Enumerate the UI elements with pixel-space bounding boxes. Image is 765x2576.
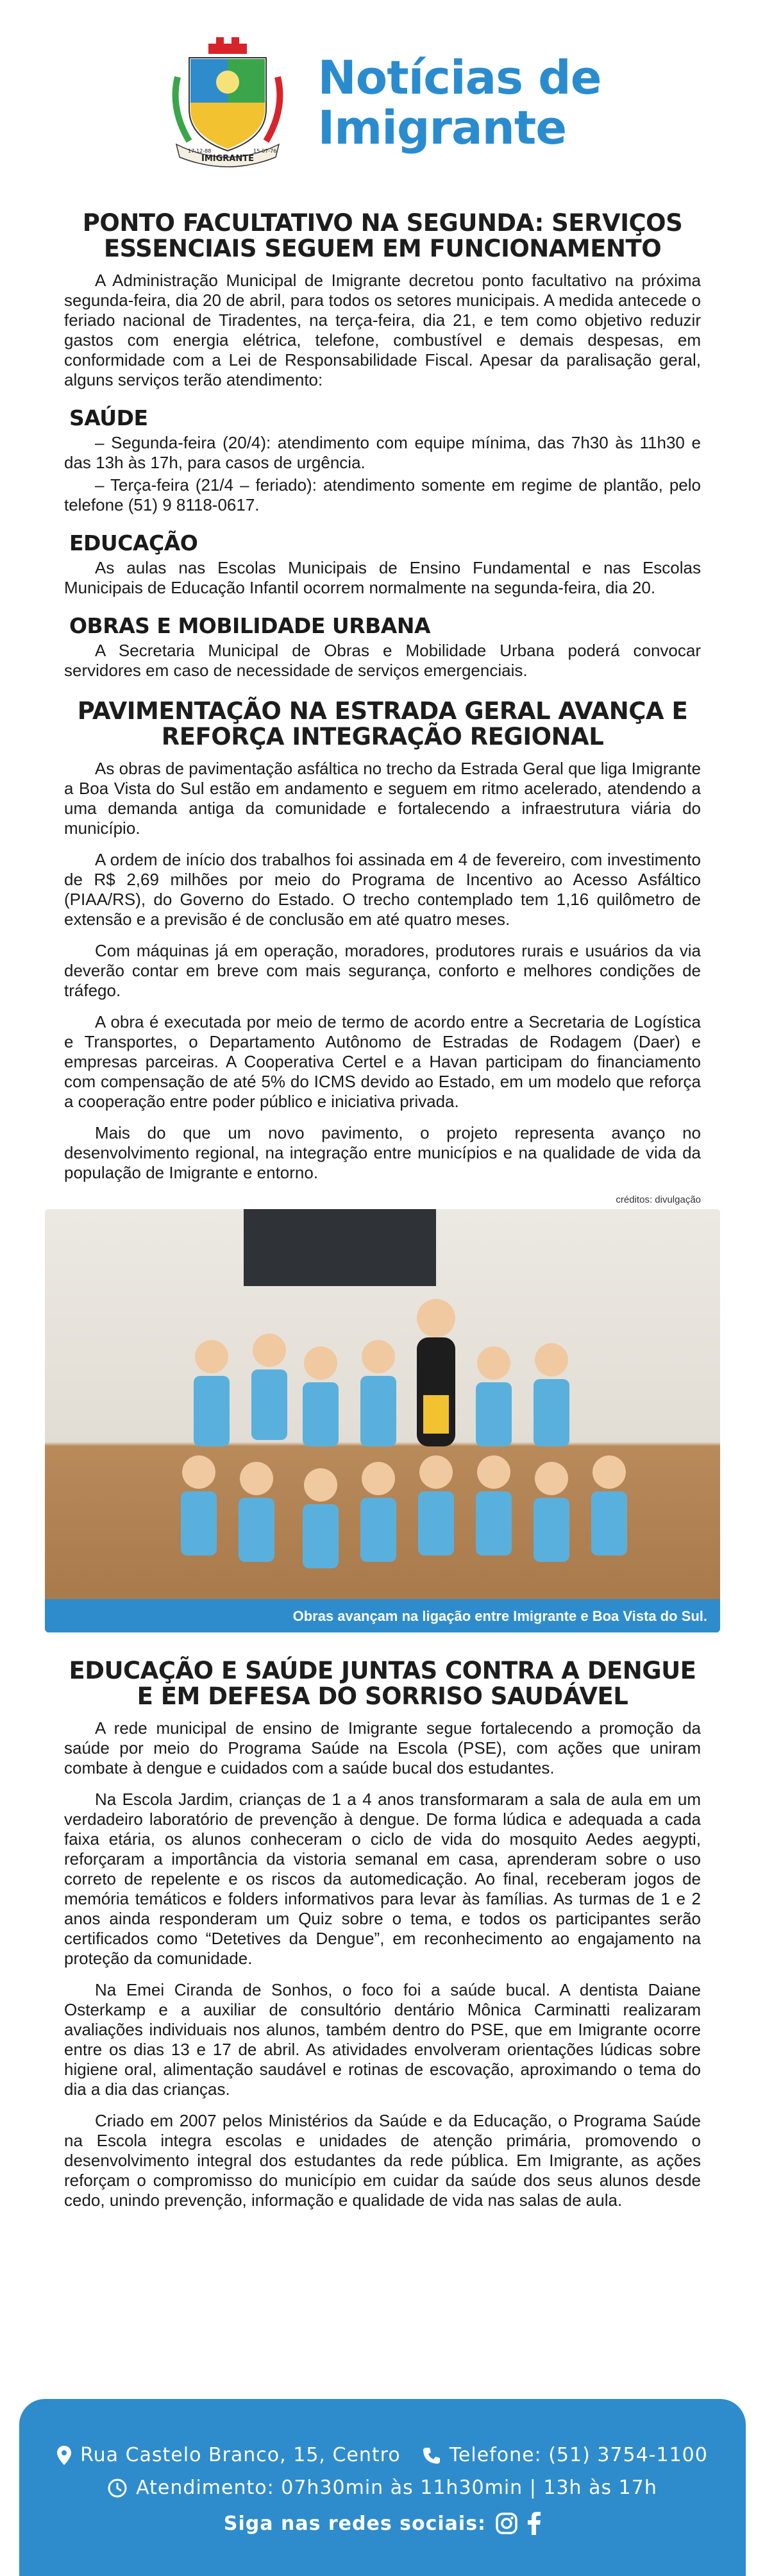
facebook-icon[interactable] xyxy=(527,2512,541,2535)
footer-hours-row xyxy=(19,2477,746,2499)
newsletter-page xyxy=(19,0,746,2576)
article1-intro: A Administração Municipal de Imigrante decretou ponto facultativo na próxima segunda-feira, dia 20 de abril, para todos os setores municipais. A medida antecede o feriado nacional de Tiradentes, na terça-feira, dia 21, e tem como objetivo reduzir gastos com energia elétrica, telefone, combustível e demais despesas, em conformidade com a Lei de Responsabilidade Fiscal. Apesar da paralisação geral, alguns serviços terão atendimento: xyxy=(64,271,701,389)
instagram-icon[interactable] xyxy=(495,2512,518,2535)
saude-item-2: – Terça-feira (21/4 – feriado): atendimento somente em regime de plantão, pelo telefone (51) 9 8118-0617. xyxy=(64,475,701,514)
article2-paragraph: As obras de pavimentação asfáltica no trecho da Estrada Geral que liga Imigrante a Boa Vista do Sul estão em andamento e seguem em ritmo acelerado, atendendo a uma demanda antiga da comunidade e fortalecendo a infraestrutura viária do município. xyxy=(64,759,701,838)
footer-address: Rua Castelo Branco, 15, Centro xyxy=(80,2444,401,2466)
saude-heading: SAÚDE xyxy=(69,405,148,430)
article3-paragraph: A rede municipal de ensino de Imigrante segue fortalecendo a promoção da saúde por meio do Programa Saúde na Escola (PSE), com ações que uniram combate à dengue e cuidados com a saúde bucal dos estudantes. xyxy=(64,1718,701,1777)
phone-icon xyxy=(423,2446,441,2464)
children-group-illustration xyxy=(135,1280,686,1613)
obras-text: A Secretaria Municipal de Obras e Mobilidade Urbana poderá convocar servidores em caso de necessidade de serviços emergenciais. xyxy=(64,641,701,680)
article3-title: EDUCAÇÃO E SAÚDE JUNTAS CONTRA A DENGUE E EM DEFESA DO SORRISO SAUDÁVEL xyxy=(69,1657,696,1710)
article3-paragraph: Na Emei Ciranda de Sonhos, o foco foi a saúde bucal. A dentista Daiane Osterkamp e a auxiliar de consultório dentário Mônica Carminatti realizaram avaliações individuais nos alunos, também dentro do PSE, que em Imigrante ocorre entre os dias 13 e 17 de abril. As atividades envolveram orientações lúdicas sobre higiene oral, alimentação saudável e rotinas de escovação, aproximando o tema do dia a dia das crianças. xyxy=(64,1980,701,2099)
article1-title: PONTO FACULTATIVO NA SEGUNDA: SERVIÇOS ESSENCIAIS SEGUEM EM FUNCIONAMENTO xyxy=(82,209,683,262)
location-pin-icon xyxy=(57,2446,71,2465)
municipal-crest-logo xyxy=(164,32,292,173)
photo-caption: Obras avançam na ligação entre Imigrante e Boa Vista do Sul. xyxy=(45,1599,720,1632)
article3-paragraph: Na Escola Jardim, crianças de 1 a 4 anos transformaram a sala de aula em um verdadeiro laboratório de prevenção à dengue. De forma lúdica e adequada a cada faixa etária, os alunos conheceram o ciclo de vida do mosquito Aedes aegypti, reforçaram a importância da vistoria semanal em casa, aprenderam sobre o uso correto de repelente e os riscos da automedicação. Ao final, receberam jogos de memória temáticos e folders informativos para levar às famílias. As turmas de 1 e 2 anos ainda responderam um Quiz sobre o tema, e todos os participantes serão certificados como “Detetives da Dengue”, em reconhecimento ao engajamento na proteção da comunidade. xyxy=(64,1790,701,1968)
article2-title: PAVIMENTAÇÃO NA ESTRADA GERAL AVANÇA E REFORÇA INTEGRAÇÃO REGIONAL xyxy=(77,697,688,750)
svg-text:17-12-88: 17-12-88 xyxy=(188,148,212,154)
svg-text:IMIGRANTE: IMIGRANTE xyxy=(201,154,255,164)
footer-contact-row xyxy=(19,2444,746,2466)
article-photo xyxy=(45,1209,720,1632)
article3-paragraph: Criado em 2007 pelos Ministérios da Saúde e da Educação, o Programa Saúde na Escola integra escolas e unidades de atenção primária, promovendo o desenvolvimento integral dos estudantes da rede pública. Em Imigrante, as ações reforçam o compromisso do município em cuidar da saúde dos seus alunos desde cedo, unindo prevenção, informação e qualidade de vida nas salas de aula. xyxy=(64,2111,701,2210)
classroom-board xyxy=(244,1209,436,1286)
educacao-heading: EDUCAÇÃO xyxy=(69,530,198,555)
article2-paragraph: Com máquinas já em operação, moradores, produtores rurais e usuários da via deverão contar em breve com mais segurança, conforto e melhores condições de tráfego. xyxy=(64,941,701,1000)
newsletter-title-line1: Notícias de xyxy=(317,51,601,105)
article-content xyxy=(19,210,746,1183)
article2-paragraph: A obra é executada por meio de termo de acordo entre a Secretaria de Logística e Transportes, o Departamento Autônomo de Estradas de Rodagem (Daer) e empresas parceiras. A Cooperativa Certel e a Havan participam do financiamento com compensação de até 5% do ICMS devido ao Estado, em um modelo que reforça a cooperação entre poder público e iniciativa privada. xyxy=(64,1012,701,1111)
obras-heading: OBRAS E MOBILIDADE URBANA xyxy=(69,613,430,638)
newsletter-title-line2: Imigrante xyxy=(317,101,567,155)
header xyxy=(19,0,746,192)
saude-item-1: – Segunda-feira (20/4): atendimento com equipe mínima, das 7h30 às 11h30 e das 13h às 17h, para casos de urgência. xyxy=(64,433,701,472)
newsletter-title xyxy=(317,53,601,153)
footer-social-label: Siga nas redes sociais: xyxy=(223,2512,487,2535)
article2-paragraph: Mais do que um novo pavimento, o projeto representa avanço no desenvolvimento regional, na integração entre municípios e na qualidade de vida da população de Imigrante e entorno. xyxy=(64,1123,701,1182)
clock-icon xyxy=(108,2479,127,2498)
educacao-text: As aulas nas Escolas Municipais de Ensino Fundamental e nas Escolas Municipais de Educação Infantil ocorrem normalmente na segunda-feira, dia 20. xyxy=(64,558,701,597)
footer xyxy=(19,2399,746,2576)
svg-text:15-07-76: 15-07-76 xyxy=(253,148,277,154)
footer-social-row xyxy=(19,2512,746,2535)
footer-phone[interactable]: Telefone: (51) 3754-1100 xyxy=(449,2444,708,2466)
footer-hours: Atendimento: 07h30min às 11h30min | 13h às 17h xyxy=(136,2477,657,2499)
photo-credit: créditos: divulgação xyxy=(616,1194,701,1205)
article2-paragraph: A ordem de início dos trabalhos foi assinada em 4 de fevereiro, com investimento de R$ 2,69 milhões por meio do Programa de Incentivo ao Acesso Asfáltico (PIAA/RS), do Governo do Estado. O trecho contemplado tem 1,16 quilômetro de extensão e a previsão é de conclusão em até quatro meses. xyxy=(64,850,701,929)
